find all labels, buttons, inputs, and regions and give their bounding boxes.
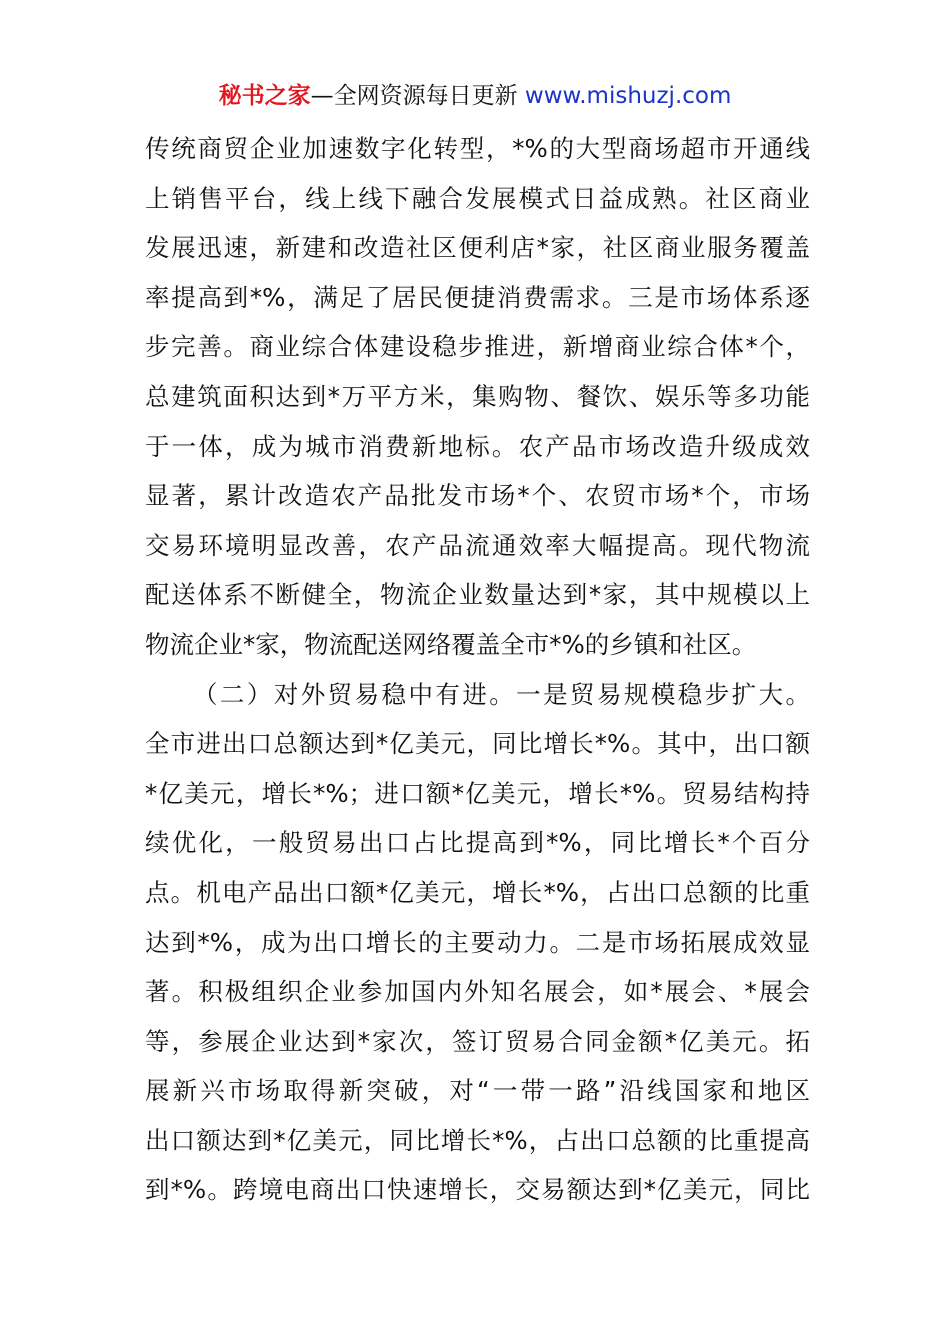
body-line: 于一体，成为城市消费新地标。农产品市场改造升级成效 xyxy=(145,431,810,461)
paragraph-end-line: 物流企业*家，物流配送网络覆盖全市*%的乡镇和社区。 xyxy=(145,629,757,659)
body-line: 达到*%，成为出口增长的主要动力。二是市场拓展成效显 xyxy=(145,927,810,957)
document-body xyxy=(145,124,810,1215)
body-line: 上销售平台，线上线下融合发展模式日益成熟。社区商业 xyxy=(145,183,810,213)
brand-name: 秘书之家 xyxy=(218,83,311,109)
body-line: *亿美元，增长*%；进口额*亿美元，增长*%。贸易结构持 xyxy=(145,778,810,808)
section-heading-line: （二）对外贸易稳中有进。一是贸易规模稳步扩大。 xyxy=(193,679,810,709)
header-tagline: —全网资源每日更新 xyxy=(310,83,525,109)
body-line: 续优化，一般贸易出口占比提高到*%，同比增长*个百分 xyxy=(145,828,810,858)
body-line: 著。积极组织企业参加国内外知名展会，如*展会、*展会 xyxy=(145,977,810,1007)
body-line: 展新兴市场取得新突破，对“一带一路”沿线国家和地区 xyxy=(145,1076,810,1106)
body-line: 发展迅速，新建和改造社区便利店*家，社区商业服务覆盖 xyxy=(145,233,810,263)
body-line: 出口额达到*亿美元，同比增长*%，占出口总额的比重提高 xyxy=(145,1125,810,1155)
site-header xyxy=(0,80,950,112)
body-line: 显著，累计改造农产品批发市场*个、农贸市场*个，市场 xyxy=(145,481,810,511)
body-line: 总建筑面积达到*万平方米，集购物、餐饮、娱乐等多功能 xyxy=(145,381,810,411)
body-line: 步完善。商业综合体建设稳步推进，新增商业综合体*个， xyxy=(145,332,810,362)
body-line: 交易环境明显改善，农产品流通效率大幅提高。现代物流 xyxy=(145,530,810,560)
body-line: 等，参展企业达到*家次，签订贸易合同金额*亿美元。拓 xyxy=(145,1026,810,1056)
body-line: 率提高到*%，满足了居民便捷消费需求。三是市场体系逐 xyxy=(145,282,810,312)
body-line: 点。机电产品出口额*亿美元，增长*%，占出口总额的比重 xyxy=(145,877,810,907)
body-line: 配送体系不断健全，物流企业数量达到*家，其中规模以上 xyxy=(145,580,810,610)
body-line: 全市进出口总额达到*亿美元，同比增长*%。其中，出口额 xyxy=(145,729,810,759)
site-url-link[interactable]: www.mishuzj.com xyxy=(524,83,732,109)
body-line: 传统商贸企业加速数字化转型，*%的大型商场超市开通线 xyxy=(145,134,810,163)
body-line: 到*%。跨境电商出口快速增长，交易额达到*亿美元，同比 xyxy=(145,1175,810,1205)
